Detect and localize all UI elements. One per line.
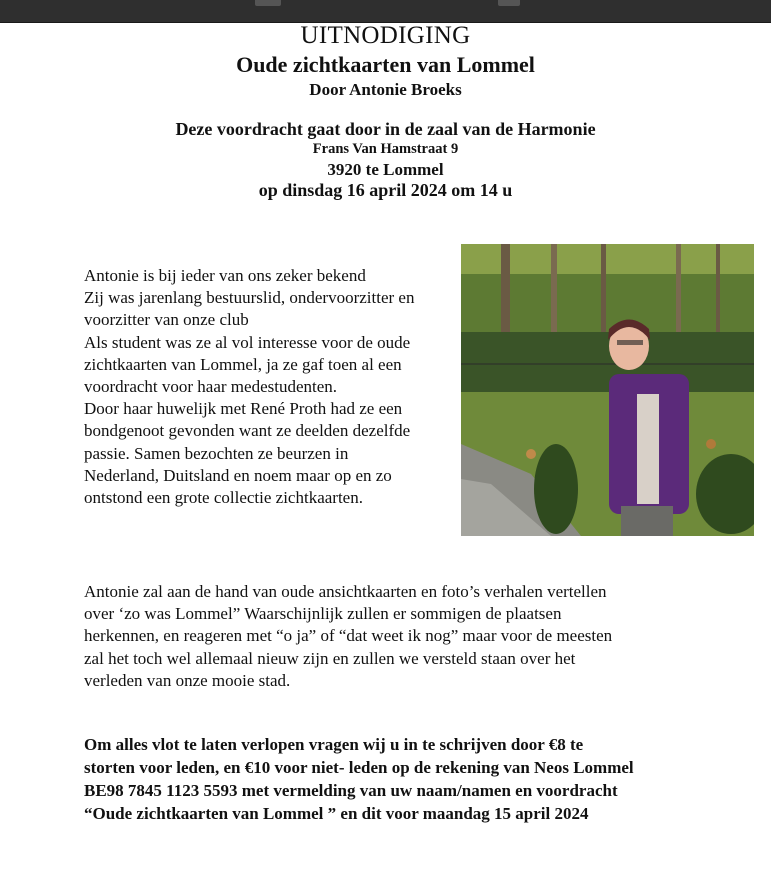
registration-line: “Oude zichtkaarten van Lommel ” en dit voor maandag 15 april 2024 [84,804,589,823]
bio-line: ontstond een grote collectie zichtkaarten. [84,488,363,508]
speaker-photo [461,244,754,536]
page-title: Oude zichtkaarten van Lommel [236,52,535,77]
page-heading: UITNODIGING [300,22,471,49]
bio-paragraph [84,265,456,509]
bio-line: zichtkaarten van Lommel, ja ze gaf toen al een [84,354,402,374]
author-line: Door Antonie Broeks [309,80,462,99]
lecture-line: over ‘zo was Lommel” Waarschijnlijk zullen er sommigen de plaatsen [84,604,562,624]
toolbar-button[interactable] [255,0,281,6]
event-datetime: op dinsdag 16 april 2024 om 14 u [258,180,513,200]
viewer-toolbar [0,0,771,23]
bio-line: voorzitter van onze club [84,310,249,330]
bio-line: voordracht voor haar medestudenten. [84,377,338,397]
lecture-paragraph [84,581,724,692]
registration-line: BE98 7845 1123 5593 met vermelding van uw naam/namen en voordracht [84,781,618,800]
bio-line: Als student was ze al vol interesse voor de oude [84,332,411,352]
toolbar-button[interactable] [498,0,520,6]
venue-city: 3920 te Lommel [327,160,444,179]
bio-line: bondgenoot gevonden want ze deelden dezelfde [84,421,411,441]
bio-line: Zij was jarenlang bestuurslid, ondervoorzitter en [84,288,415,308]
bio-line: passie. Samen bezochten ze beurzen in [84,443,349,463]
registration-paragraph [84,733,724,825]
registration-line: Om alles vlot te laten verlopen vragen wij u in te schrijven door €8 te [84,735,584,754]
lecture-line: zal het toch wel allemaal nieuw zijn en zullen we versteld staan over het [84,648,576,668]
invitation-page [0,22,771,869]
venue-street: Frans Van Hamstraat 9 [312,141,459,157]
lecture-line: verleden van onze mooie stad. [84,670,291,690]
bio-line: Door haar huwelijk met René Proth had ze een [84,399,403,419]
lecture-line: Antonie zal aan de hand van oude ansichtkaarten en foto’s verhalen vertellen [84,582,607,601]
registration-line: storten voor leden, en €10 voor niet- leden op de rekening van Neos Lommel [84,758,634,777]
venue-line: Deze voordracht gaat door in de zaal van de Harmonie [175,119,596,139]
lecture-line: herkennen, en reageren met “o ja” of “dat weet ik nog” maar voor de meesten [84,626,613,646]
bio-line: Antonie is bij ieder van ons zeker bekend [84,266,366,285]
bio-line: Nederland, Duitsland en noem maar op en zo [84,465,392,485]
